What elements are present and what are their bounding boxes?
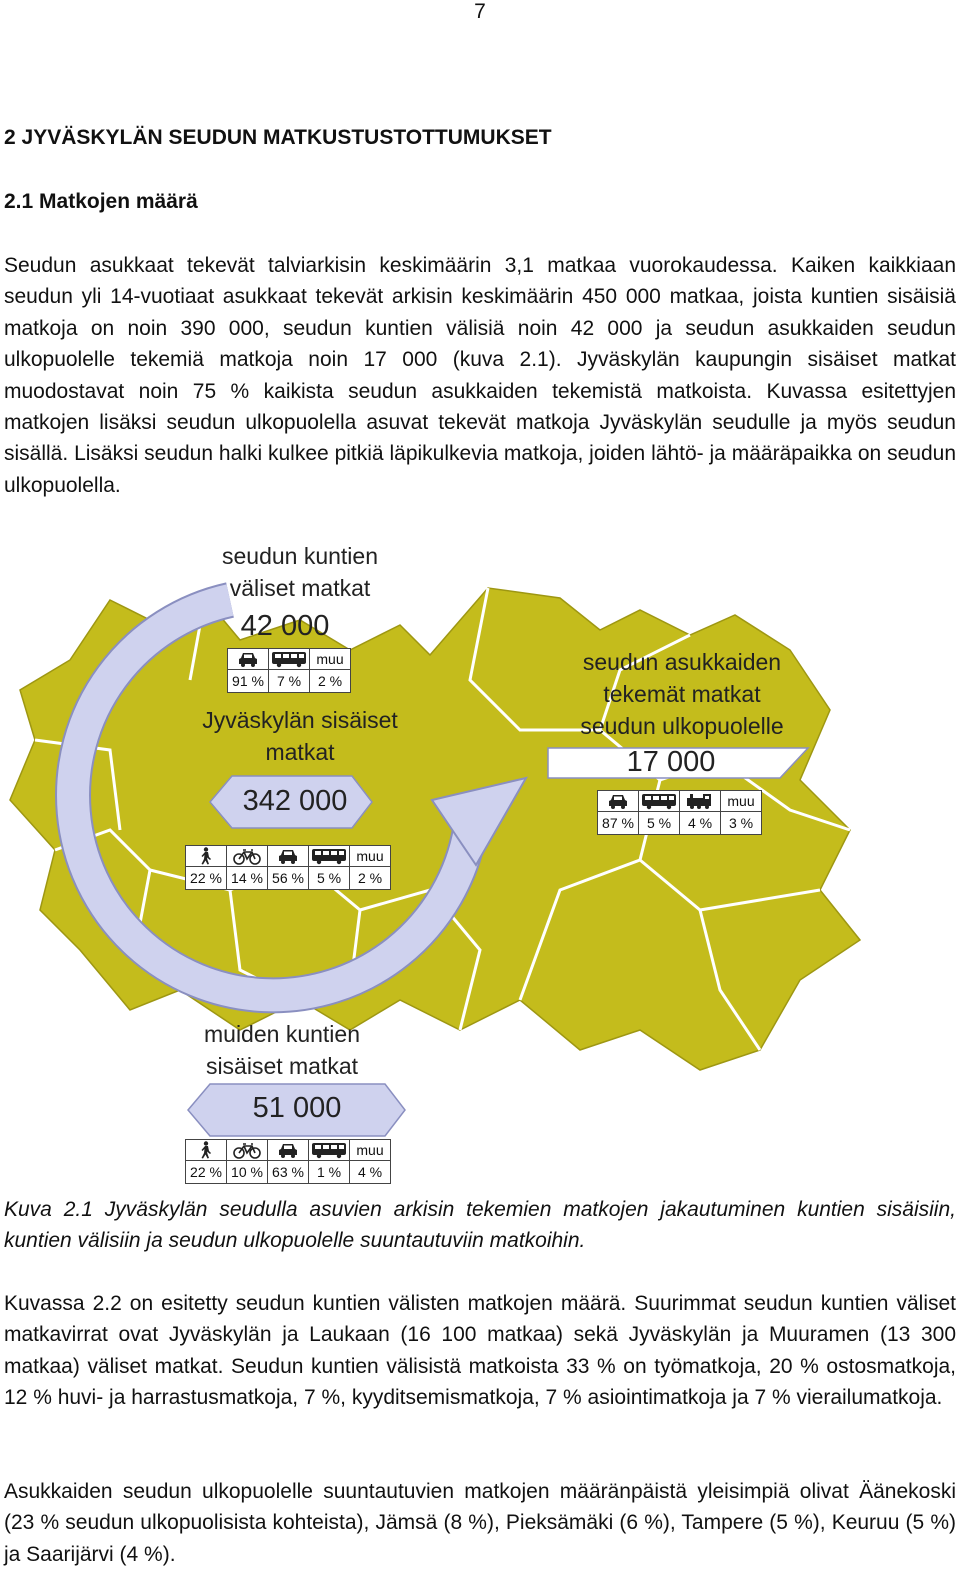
outside-label-line2: tekemät matkat	[603, 681, 761, 707]
bus-icon	[269, 649, 310, 670]
between-label-line1: seudun kuntien	[221, 543, 378, 569]
others-share-walk: 22 %	[186, 1161, 227, 1184]
outside-share-train: 4 %	[680, 812, 721, 835]
others-share-muu: 4 %	[350, 1161, 391, 1184]
jyvaskyla-muu-label: muu	[350, 846, 391, 867]
intro-paragraph: Seudun asukkaat tekevät talviarkisin keskimäärin 3,1 matkaa vuorokaudessa. Kaiken kaikkiaan seudun yli 14-vuotiaat asukkaat tekevät arkisin keskimäärin 450 000 matkaa, joista kuntien sisäisiä matkoja on noin 390 000, seudun kuntien välisiä noin 42 000 ja seudun asukkaiden seudun ulkopuolelle tekemiä matkoja noin 17 000 (kuva 2.1). Jyväskylän kaupungin sisäiset matkat muodostavat noin 75 % kaikista seudun asukkaiden tekemistä matkoista. Kuvassa esitettyjen matkojen lisäksi seudun ulkopuolella asuvat tekevät matkoja Jyväskylän seudulle ja myös seudun sisällä. Lisäksi seudun halki kulkee pitkiä läpikulkevia matkoja, joiden lähtö- ja määräpaikka on seudun ulkopuolella.	[4, 254, 956, 497]
car-icon	[228, 649, 269, 670]
train-icon	[680, 791, 721, 812]
others-label-line1: muiden kuntien	[204, 1021, 360, 1047]
others-muu-label: muu	[350, 1140, 391, 1161]
outside-share-car: 87 %	[598, 812, 639, 835]
trip-distribution-figure	[0, 530, 960, 1190]
section-heading: 2.1 Matkojen määrä	[4, 190, 198, 213]
body-paragraph-2: Kuvassa 2.2 on esitetty seudun kuntien välisten matkojen määrä. Suurimmat seudun kuntien väliset matkavirrat ovat Jyväskylän ja Laukaan (16 100 matkaa) sekä Jyväskylän ja Muuramen (13 300 matkaa) väliset matkat. Seudun kuntien välisistä matkoista 33 % on työmatkoja, 20 % ostosmatkoja, 12 % huvi- ja harrastusmatkoja, 7 %, kyyditsemismatkoja, 7 % asiointimatkoja ja 7 % vierailumatkoja.	[4, 1292, 956, 1410]
others-share-car: 63 %	[268, 1161, 309, 1184]
outside-share-bus: 5 %	[639, 812, 680, 835]
between-shares-table	[227, 648, 351, 693]
outside-shares-table	[597, 790, 762, 835]
jyvaskyla-label-line1: Jyväskylän sisäiset	[202, 707, 398, 733]
jyvaskyla-share-bus: 5 %	[309, 867, 350, 890]
others-share-bike: 10 %	[227, 1161, 268, 1184]
bus-icon	[309, 846, 350, 867]
region-map-illustration	[0, 530, 960, 1190]
between-label-line2: väliset matkat	[229, 575, 371, 601]
others-shares-table	[185, 1139, 391, 1184]
jyvaskyla-shares-table	[185, 845, 391, 890]
body-paragraph-3: Asukkaiden seudun ulkopuolelle suuntautuvien matkojen määränpäistä yleisimpiä olivat Äänekoski (23 % seudun ulkopuolisista kohteista), Jämsä (8 %), Pieksämäki (6 %), Tampere (5 %), Keuruu (5 %) ja Saarijärvi (4 %).	[4, 1480, 956, 1566]
chapter-heading: 2 JYVÄSKYLÄN SEUDUN MATKUSTUSTOTTUMUKSET	[4, 126, 552, 149]
walk-icon	[186, 846, 227, 867]
between-muu-label: muu	[310, 649, 351, 670]
outside-value: 17 000	[626, 746, 716, 778]
outside-share-muu: 3 %	[721, 812, 762, 835]
between-value: 42 000	[240, 610, 330, 642]
outside-label-line3: seudun ulkopuolelle	[580, 713, 784, 739]
car-icon	[268, 846, 309, 867]
others-label-line2: sisäiset matkat	[205, 1053, 359, 1079]
bicycle-icon	[227, 1140, 268, 1161]
page-number: 7	[474, 0, 486, 23]
walk-icon	[186, 1140, 227, 1161]
figure-caption: Kuva 2.1 Jyväskylän seudulla asuvien arkisin tekemien matkojen jakautuminen kuntien sisäisiin, kuntien välisiin ja seudun ulkopuolelle suuntautuviin matkoihin.	[4, 1198, 956, 1253]
jyvaskyla-label-line2: matkat	[265, 739, 335, 765]
jyvaskyla-value: 342 000	[242, 785, 348, 817]
car-icon	[268, 1140, 309, 1161]
car-icon	[598, 791, 639, 812]
jyvaskyla-share-bike: 14 %	[227, 867, 268, 890]
others-value: 51 000	[252, 1092, 342, 1124]
bicycle-icon	[227, 846, 268, 867]
others-share-bus: 1 %	[309, 1161, 350, 1184]
outside-muu-label: muu	[721, 791, 762, 812]
jyvaskyla-share-walk: 22 %	[186, 867, 227, 890]
outside-label-line1: seudun asukkaiden	[582, 649, 782, 675]
between-share-muu: 2 %	[310, 670, 351, 693]
jyvaskyla-share-car: 56 %	[268, 867, 309, 890]
jyvaskyla-share-muu: 2 %	[350, 867, 391, 890]
bus-icon	[639, 791, 680, 812]
between-share-car: 91 %	[228, 670, 269, 693]
bus-icon	[309, 1140, 350, 1161]
between-share-bus: 7 %	[269, 670, 310, 693]
